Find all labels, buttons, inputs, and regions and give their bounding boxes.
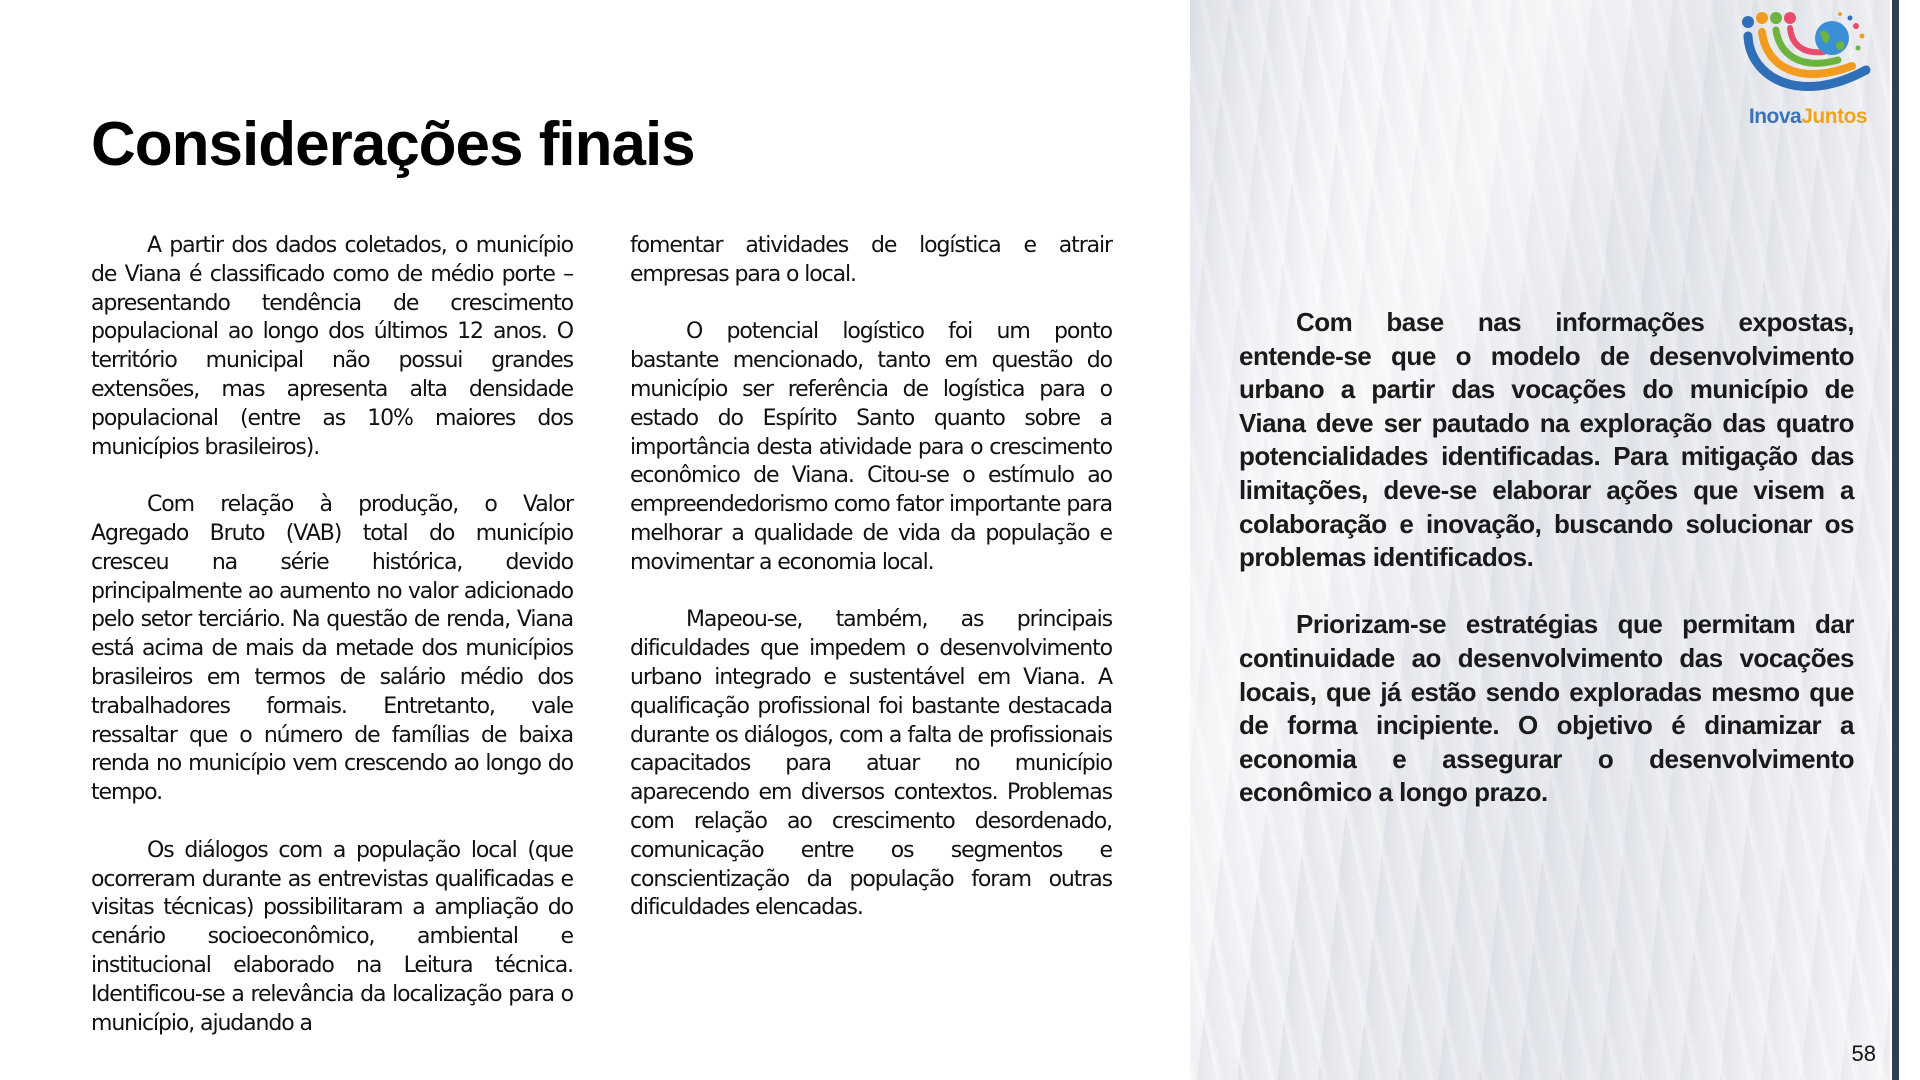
side-edge-stripe: [1892, 0, 1899, 1080]
page-number: 58: [1851, 1041, 1876, 1066]
right-paragraph-1: O potencial logístico foi um ponto bastante mencionado, tanto em questão do município ser referência de logística para o estado do Espírito Santo quanto sobre a importância desta atividade para o crescimento econômico de Viana. Citou-se o estímulo ao empreendedorismo como fator importante para melhorar a qualidade de vida da população e movimentar a economia local.: [630, 319, 1112, 575]
page-title: Considerações finais: [91, 110, 695, 179]
right-text-column: [630, 232, 1112, 952]
right-paragraph-continuation: fomentar atividades de logística e atrair empresas para o local.: [630, 233, 1112, 287]
side-summary-text: [1239, 306, 1854, 844]
summary-paragraph-1: Com base nas informações expostas, entende-se que o modelo de desenvolvimento urbano a partir das vocações do município de Viana deve ser pautado na exploração das quatro potencialidades identificadas. Para mitigação das limitações, deve-se elaborar ações que visem a colaboração e inovação, buscando solucionar os problemas identificados.: [1239, 307, 1854, 573]
left-paragraph-2: Com relação à produção, o Valor Agregado Bruto (VAB) total do município cresceu na série histórica, devido principalmente ao aumento no valor adicionado pelo setor terciário. Na questão de renda, Viana está acima de mais da metade dos municípios brasileiros em termos de salário médio dos trabalhadores formais. Entretanto, vale ressaltar que o número de famílias de baixa renda no município vem crescendo ao longo do tempo.: [91, 492, 573, 806]
left-paragraph-1: A partir dos dados coletados, o município de Viana é classificado como de médio porte – apresentando tendência de crescimento populacional ao longo dos últimos 12 anos. O território municipal não possui grandes extensões, mas apresenta alta densidade populacional (entre as 10% maiores dos municípios brasileiros).: [91, 233, 573, 460]
left-paragraph-3: Os diálogos com a população local (que ocorreram durante as entrevistas qualificadas e visitas técnicas) possibilitaram a ampliação do cenário socioeconômico, ambiental e institucional elaborado na Leitura técnica. Identificou-se a relevância da localização para o município, ajudando a: [91, 837, 573, 1036]
summary-paragraph-2: Priorizam-se estratégias que permitam dar continuidade ao desenvolvimento das vocações locais, que já estão sendo exploradas mesmo que de forma incipiente. O objetivo é dinamizar a economia e assegurar o desenvolvimento econômico a longo prazo.: [1239, 609, 1854, 808]
logo-wordmark-inova: Inova: [1748, 105, 1802, 128]
logo-wordmark-juntos: Juntos: [1801, 105, 1868, 128]
right-paragraph-2: Mapeou-se, também, as principais dificuldades que impedem o desenvolvimento urbano integrado e sustentável em Viana. A qualificação profissional foi bastante destacada durante os diálogos, com a falta de profissionais capacitados para atuar no município aparecendo em diversos contextos. Problemas com relação ao crescimento desordenado, comunicação entre os segmentos e conscientização da população foram outras dificuldades elencadas.: [630, 607, 1112, 921]
inovajuntos-logo: [1728, 8, 1888, 138]
logo-wordmark: [1728, 104, 1888, 130]
left-text-column: [91, 232, 573, 1067]
logo-emblem-icon: [1740, 8, 1876, 104]
